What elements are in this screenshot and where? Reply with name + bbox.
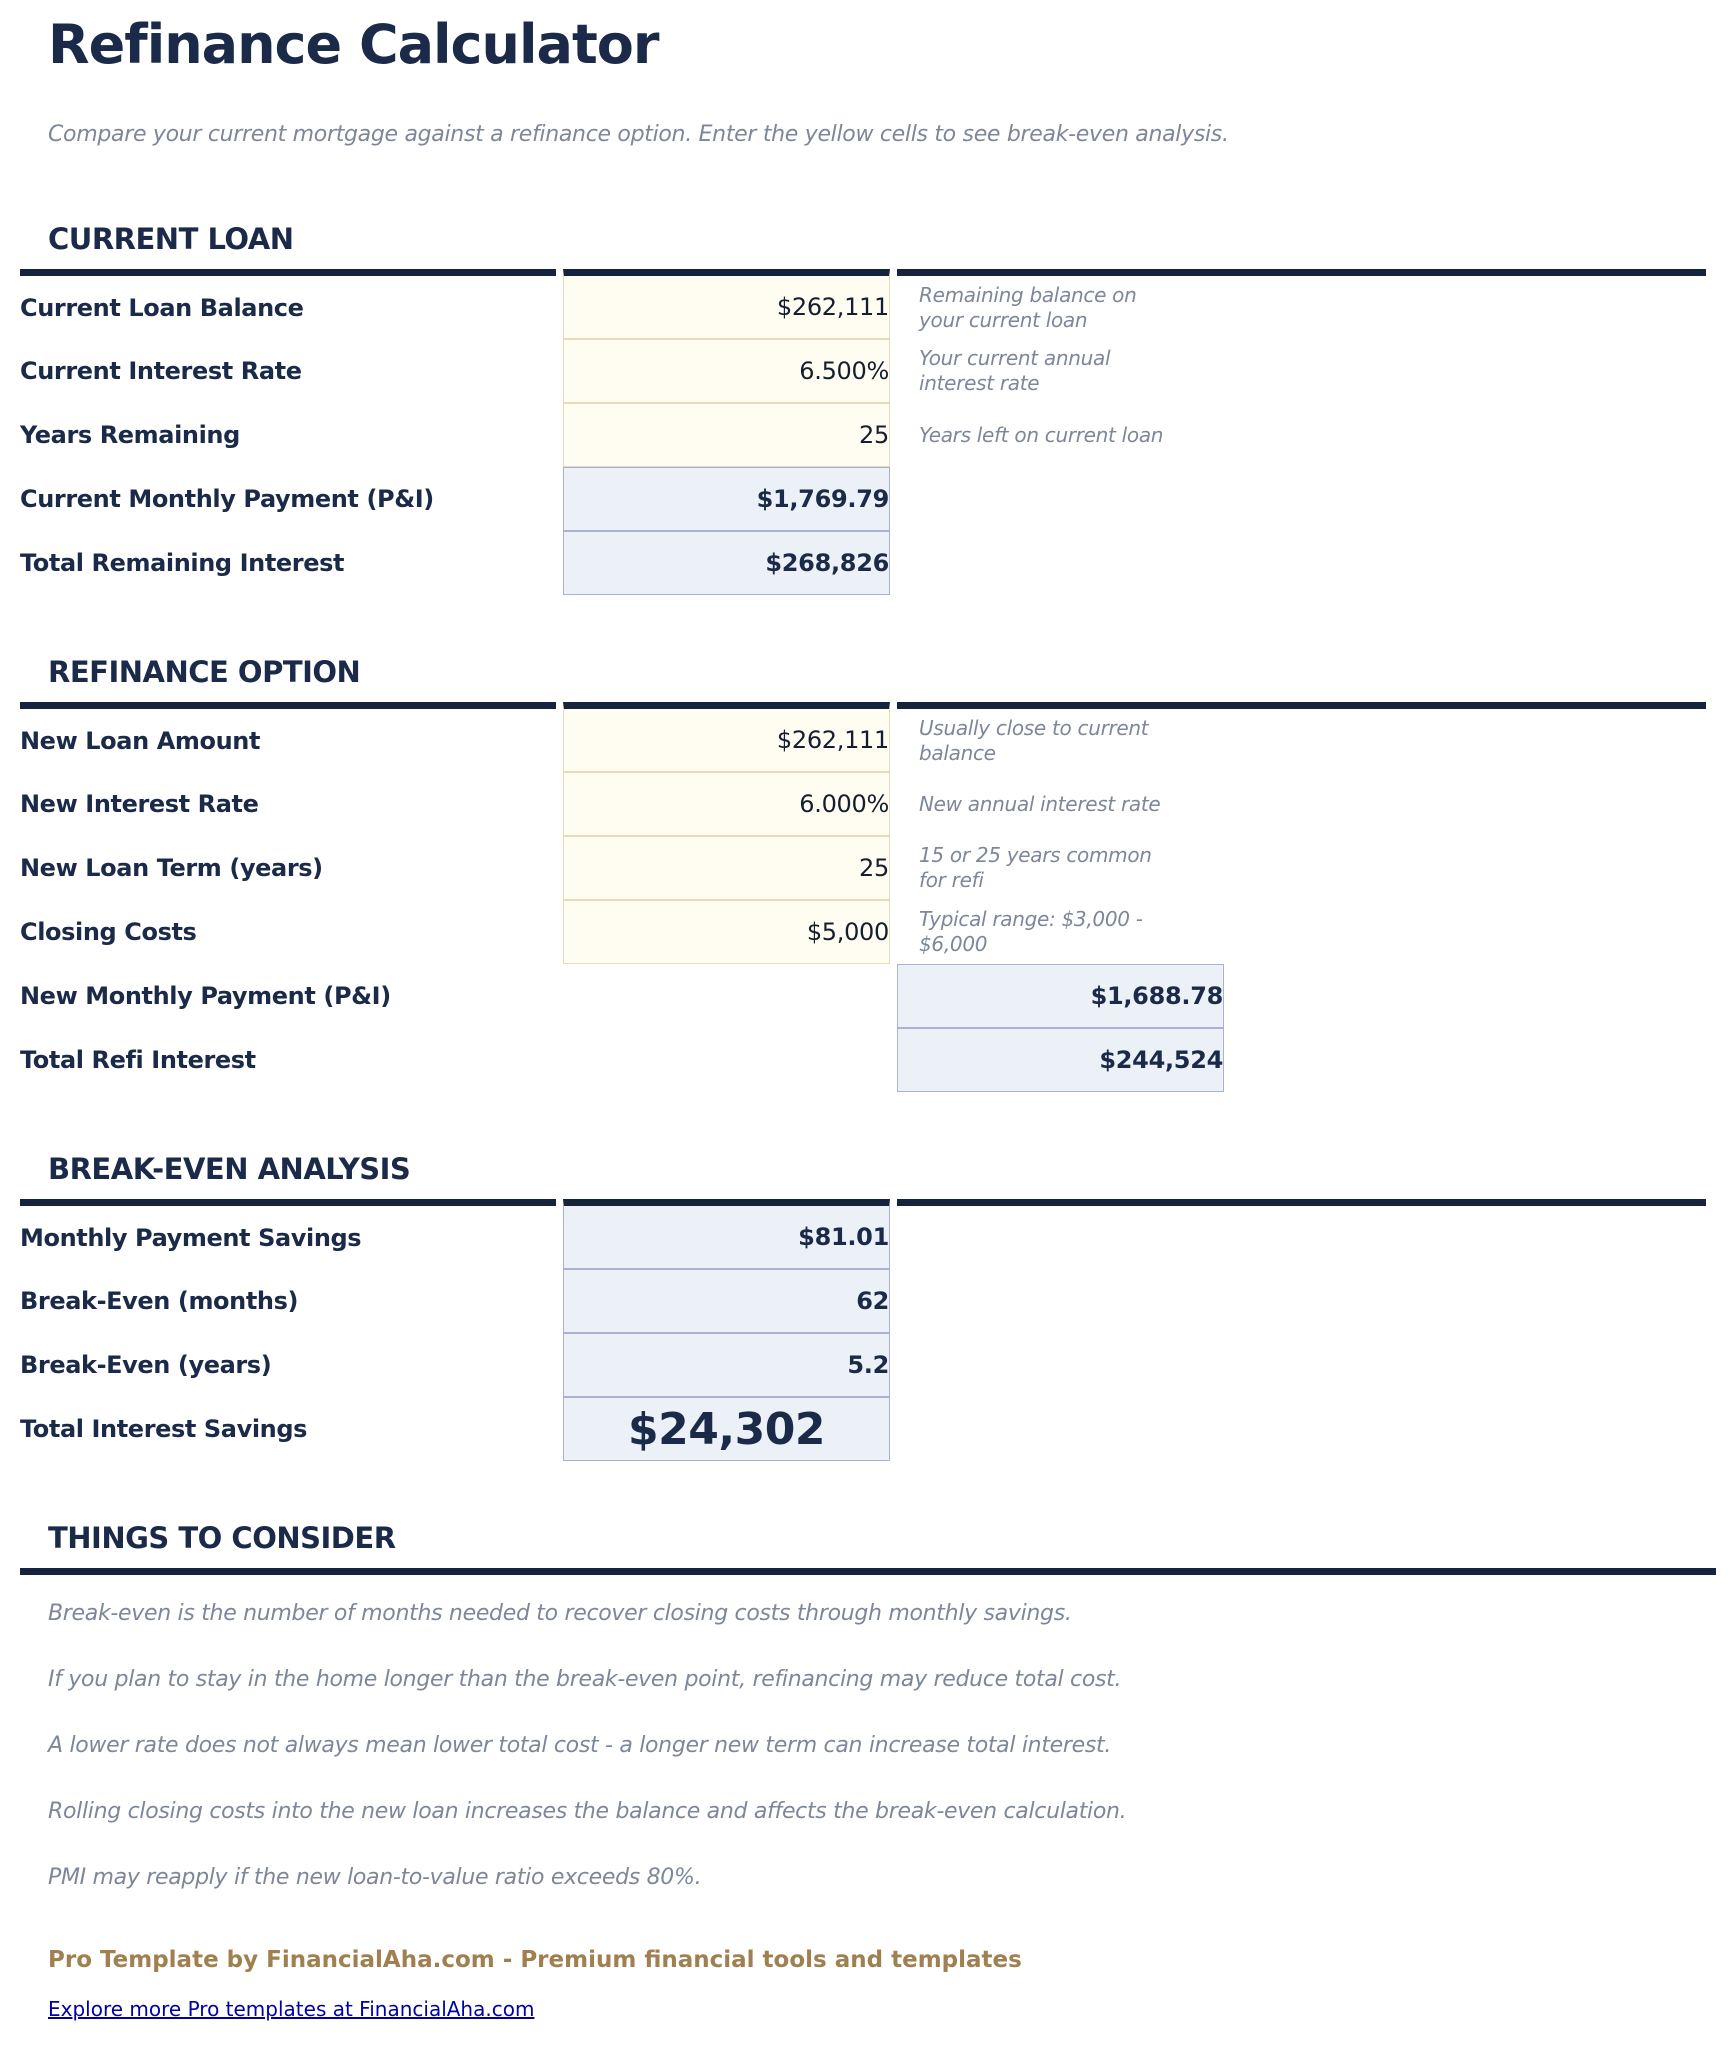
result-cell-monthly-payment-savings: $81.01 bbox=[563, 1199, 890, 1269]
table-row bbox=[20, 339, 1706, 403]
result-cell-total-refi-interest: $244,524 bbox=[897, 1028, 1224, 1092]
row-note bbox=[897, 269, 1706, 339]
spacer-cell bbox=[1231, 964, 1706, 1028]
row-label-total-remaining-interest: Total Remaining Interest bbox=[20, 549, 345, 578]
table-row bbox=[20, 1269, 1706, 1333]
section-heading-refinance-option: REFINANCE OPTION bbox=[48, 655, 361, 690]
spacer-cell bbox=[897, 1397, 1706, 1461]
result-cell-break-even-months: 62 bbox=[563, 1269, 890, 1333]
row-note bbox=[897, 403, 1706, 467]
row-label-total-interest-savings: Total Interest Savings bbox=[20, 1415, 308, 1444]
spacer-cell bbox=[897, 1199, 1706, 1269]
table-row bbox=[20, 1333, 1706, 1397]
row-label-monthly-payment-savings: Monthly Payment Savings bbox=[20, 1199, 556, 1269]
input-cell-new-loan-term[interactable]: 25 bbox=[563, 836, 890, 900]
row-note bbox=[897, 836, 1706, 900]
spacer-cell bbox=[1231, 1028, 1706, 1092]
row-label-current-interest-rate: Current Interest Rate bbox=[20, 357, 302, 386]
consideration-note: A lower rate does not always mean lower total cost - a longer new term can increase total interest. bbox=[48, 1733, 1112, 1759]
table-row bbox=[20, 836, 1706, 900]
table-row bbox=[20, 900, 1706, 964]
row-label-break-even-months: Break-Even (months) bbox=[20, 1287, 299, 1316]
section-heading-considerations: THINGS TO CONSIDER bbox=[48, 1521, 396, 1556]
note-text: Years left on current loan bbox=[919, 422, 1164, 447]
page-title: Refinance Calculator bbox=[48, 13, 659, 76]
consideration-note: Break-even is the number of months needed to recover closing costs through monthly savings. bbox=[48, 1601, 1072, 1627]
row-note bbox=[897, 702, 1706, 772]
spacer-cell bbox=[897, 1333, 1706, 1397]
note-text: Your current annual interest rate bbox=[919, 346, 1111, 396]
result-cell-current-monthly-payment: $1,769.79 bbox=[563, 467, 890, 531]
row-label-new-loan-term: New Loan Term (years) bbox=[20, 854, 323, 883]
consideration-note: If you plan to stay in the home longer than the break-even point, refinancing may reduce total cost. bbox=[48, 1667, 1122, 1693]
row-label-new-loan-amount: New Loan Amount bbox=[20, 702, 556, 772]
note-text: Remaining balance on your current loan bbox=[919, 282, 1137, 332]
table-row bbox=[20, 1397, 1706, 1461]
input-cell-new-loan-amount[interactable]: $262,111 bbox=[563, 702, 890, 772]
input-cell-current-loan-balance[interactable]: $262,111 bbox=[563, 269, 890, 339]
spacer-cell bbox=[897, 531, 1706, 595]
refinance-option-table bbox=[13, 702, 1713, 1092]
note-text: New annual interest rate bbox=[919, 791, 1161, 816]
input-cell-current-interest-rate[interactable]: 6.500% bbox=[563, 339, 890, 403]
spacer-cell bbox=[897, 1269, 1706, 1333]
note-text: 15 or 25 years common for refi bbox=[919, 843, 1152, 893]
consideration-note: PMI may reapply if the new loan-to-value ratio exceeds 80%. bbox=[48, 1865, 702, 1891]
result-cell-total-remaining-interest: $268,826 bbox=[563, 531, 890, 595]
table-row bbox=[20, 772, 1706, 836]
row-label-closing-costs: Closing Costs bbox=[20, 918, 197, 947]
row-note bbox=[897, 772, 1706, 836]
row-label-current-loan-balance: Current Loan Balance bbox=[20, 269, 556, 339]
row-label-years-remaining: Years Remaining bbox=[20, 421, 240, 450]
input-cell-years-remaining[interactable]: 25 bbox=[563, 403, 890, 467]
page-subtitle: Compare your current mortgage against a refinance option. Enter the yellow cells to see break-even analysis. bbox=[48, 122, 1229, 148]
row-note bbox=[897, 900, 1706, 964]
consideration-note: Rolling closing costs into the new loan increases the balance and affects the break-even calculation. bbox=[48, 1799, 1127, 1825]
input-cell-new-interest-rate[interactable]: 6.000% bbox=[563, 772, 890, 836]
spacer-cell bbox=[563, 1028, 890, 1092]
table-row bbox=[20, 702, 1706, 772]
break-even-table bbox=[13, 1199, 1713, 1461]
row-label-new-interest-rate: New Interest Rate bbox=[20, 790, 259, 819]
input-cell-closing-costs[interactable]: $5,000 bbox=[563, 900, 890, 964]
table-row bbox=[20, 269, 1706, 339]
table-row bbox=[20, 1028, 1706, 1092]
row-note bbox=[897, 339, 1706, 403]
row-label-new-monthly-payment: New Monthly Payment (P&I) bbox=[20, 982, 391, 1011]
table-row bbox=[20, 1199, 1706, 1269]
footer-credit: Pro Template by FinancialAha.com - Premium financial tools and templates bbox=[48, 1947, 1022, 1974]
row-label-total-refi-interest: Total Refi Interest bbox=[20, 1046, 256, 1075]
table-row bbox=[20, 467, 1706, 531]
result-cell-break-even-years: 5.2 bbox=[563, 1333, 890, 1397]
current-loan-table bbox=[13, 269, 1713, 595]
table-row bbox=[20, 531, 1706, 595]
footer-link[interactable]: Explore more Pro templates at FinancialAha.com bbox=[48, 1997, 535, 2022]
table-row bbox=[20, 964, 1706, 1028]
section-heading-break-even: BREAK-EVEN ANALYSIS bbox=[48, 1152, 411, 1187]
result-cell-new-monthly-payment: $1,688.78 bbox=[897, 964, 1224, 1028]
row-label-break-even-years: Break-Even (years) bbox=[20, 1351, 272, 1380]
note-text: Typical range: $3,000 - $6,000 bbox=[919, 907, 1143, 957]
row-label-current-monthly-payment: Current Monthly Payment (P&I) bbox=[20, 485, 434, 514]
result-cell-total-interest-savings: $24,302 bbox=[563, 1397, 890, 1461]
spacer-cell bbox=[897, 467, 1706, 531]
table-row bbox=[20, 403, 1706, 467]
note-text: Usually close to current balance bbox=[919, 715, 1149, 765]
spacer-cell bbox=[563, 964, 890, 1028]
considerations-block bbox=[20, 1568, 1716, 1891]
section-heading-current-loan: CURRENT LOAN bbox=[48, 222, 294, 257]
